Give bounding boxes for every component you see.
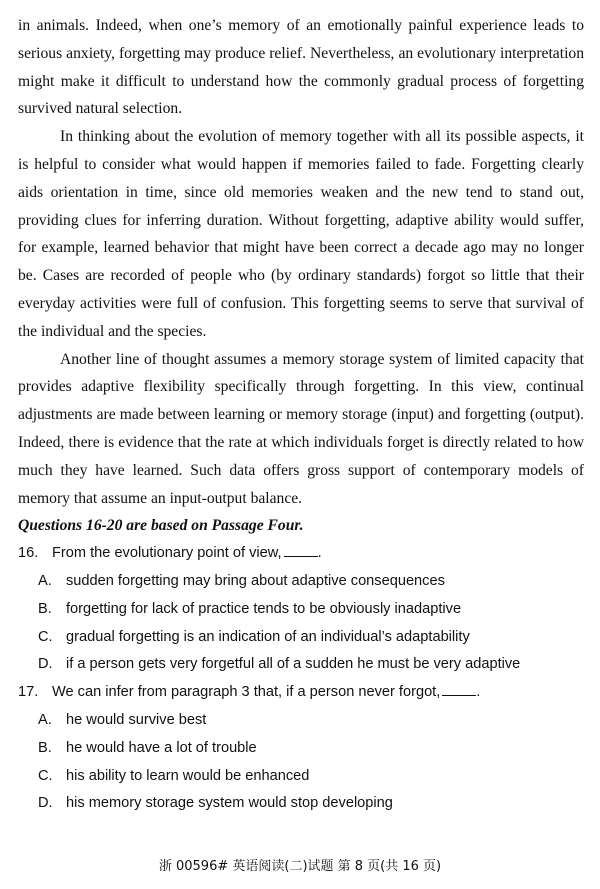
- option-letter: A.: [38, 711, 52, 728]
- question-text: From the evolutionary point of view,: [52, 545, 282, 562]
- option-d: [18, 790, 584, 818]
- option-c: [18, 763, 584, 791]
- section-heading: Questions 16-20 are based on Passage Four.: [18, 517, 304, 535]
- question-end-punct: .: [317, 545, 322, 562]
- passage-paragraph-1: in animals. Indeed, when one’s memory of an emotionally painful experience leads to serious anxiety, forgetting may produce relief. Nevertheless, an evolutionary interpretation might make it difficult to understand how the commonly gradual process of forgetting survived natural selection.: [18, 17, 584, 118]
- option-letter: A.: [38, 572, 52, 589]
- question-number: 17.: [18, 684, 39, 701]
- option-text: he would survive best: [66, 711, 207, 728]
- option-text: if a person gets very forgetful all of a sudden he must be very adaptive: [66, 656, 521, 673]
- passage-paragraph-2: In thinking about the evolution of memory together with all its possible aspects, it is helpful to consider what would happen if memories failed to fade. Forgetting clearly aids orientation in time, since old memories weaken and the new tend to stand out, providing clues for inferring duration. Without forgetting, adaptive ability would suffer, for example, learned behavior that might have been correct a decade ago may no longer be. Cases are recorded of people who (by ordinary standards) forgot so little that their everyday activities were full of confusion. This forgetting seems to serve that survival of the individual and the species.: [18, 128, 584, 340]
- option-letter: C.: [38, 628, 53, 645]
- page-footer: 浙 00596# 英语阅读(二)试题 第 8 页(共 16 页): [158, 859, 442, 874]
- option-letter: B.: [38, 739, 52, 756]
- option-text: his memory storage system would stop developing: [66, 795, 393, 812]
- option-letter: D.: [38, 795, 53, 812]
- option-a: [18, 568, 584, 596]
- answer-blank: [442, 683, 476, 696]
- option-letter: B.: [38, 600, 52, 617]
- option-b: [18, 596, 584, 624]
- question-end-punct: .: [476, 684, 481, 701]
- passage-paragraph-3: Another line of thought assumes a memory storage system of limited capacity that provides adaptive flexibility specifically through forgetting. In this view, continual adjustments are made between learning or memory storage (input) and forgetting (output). Indeed, there is evidence that the rate at which individuals forget is directly related to how much they have learned. Such data offers gross support of contemporary models of memory that assume an input-output balance.: [18, 350, 584, 507]
- question-17: [18, 679, 584, 818]
- option-letter: D.: [38, 656, 53, 673]
- option-text: sudden forgetting may bring about adaptive consequences: [66, 572, 445, 589]
- option-letter: C.: [38, 767, 53, 784]
- option-text: gradual forgetting is an indication of an individual’s adaptability: [66, 628, 470, 645]
- option-d: [18, 651, 584, 679]
- option-a: [18, 707, 584, 735]
- option-c: [18, 624, 584, 652]
- question-stem: [18, 540, 584, 568]
- option-text: forgetting for lack of practice tends to be obviously inadaptive: [66, 600, 462, 617]
- question-stem: [18, 679, 584, 707]
- option-b: [18, 735, 584, 763]
- answer-blank: [284, 544, 318, 557]
- question-text: We can infer from paragraph 3 that, if a person never forgot,: [52, 684, 441, 701]
- option-text: he would have a lot of trouble: [66, 739, 257, 756]
- question-16: [18, 540, 584, 679]
- question-number: 16.: [18, 545, 39, 562]
- document-page: [18, 12, 584, 818]
- option-text: his ability to learn would be enhanced: [66, 767, 310, 784]
